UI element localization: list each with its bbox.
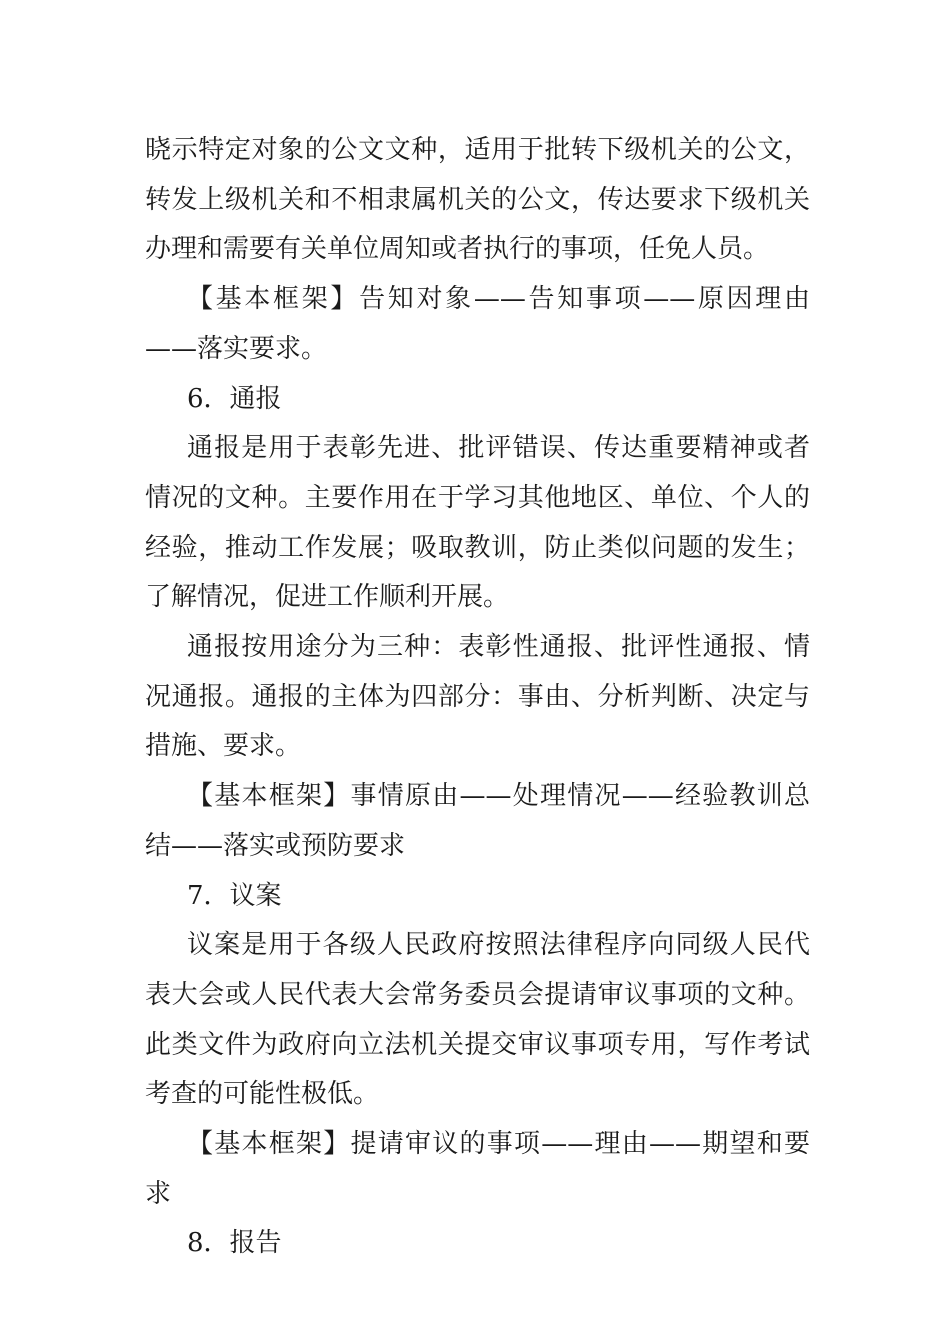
document-body (145, 126, 810, 1269)
paragraph-notice-definition-continued: 晓示特定对象的公文文种，适用于批转下级机关的公文，转发上级机关和不相隶属机关的公文，传达要求下级机关办理和需要有关单位周知或者执行的事项，任免人员。 (145, 135, 810, 265)
paragraph-bulletin-definition: 通报是用于表彰先进、批评错误、传达重要精神或者情况的文种。主要作用在于学习其他地区、单位、个人的经验，推动工作发展；吸取教训，防止类似问题的发生；了解情况，促进工作顺利开展。 (145, 433, 810, 613)
section-heading-report: 8．报告 (187, 1228, 282, 1259)
paragraph-motion-definition: 议案是用于各级人民政府按照法律程序向同级人民代表大会或人民代表大会常务委员会提请审议事项的文种。此类文件为政府向立法机关提交审议事项专用，写作考试考查的可能性极低。 (145, 930, 810, 1110)
paragraph-notice-framework: 【基本框架】告知对象——告知事项——原因理由——落实要求。 (145, 284, 810, 364)
section-heading-bulletin: 6．通报 (187, 383, 282, 414)
section-heading-motion: 7．议案 (187, 880, 282, 911)
paragraph-bulletin-framework: 【基本框架】事情原由——处理情况——经验教训总结——落实或预防要求 (145, 781, 810, 861)
paragraph-motion-framework: 【基本框架】提请审议的事项——理由——期望和要求 (145, 1129, 810, 1209)
paragraph-bulletin-types: 通报按用途分为三种：表彰性通报、批评性通报、情况通报。通报的主体为四部分：事由、分析判断、决定与措施、要求。 (145, 632, 810, 762)
